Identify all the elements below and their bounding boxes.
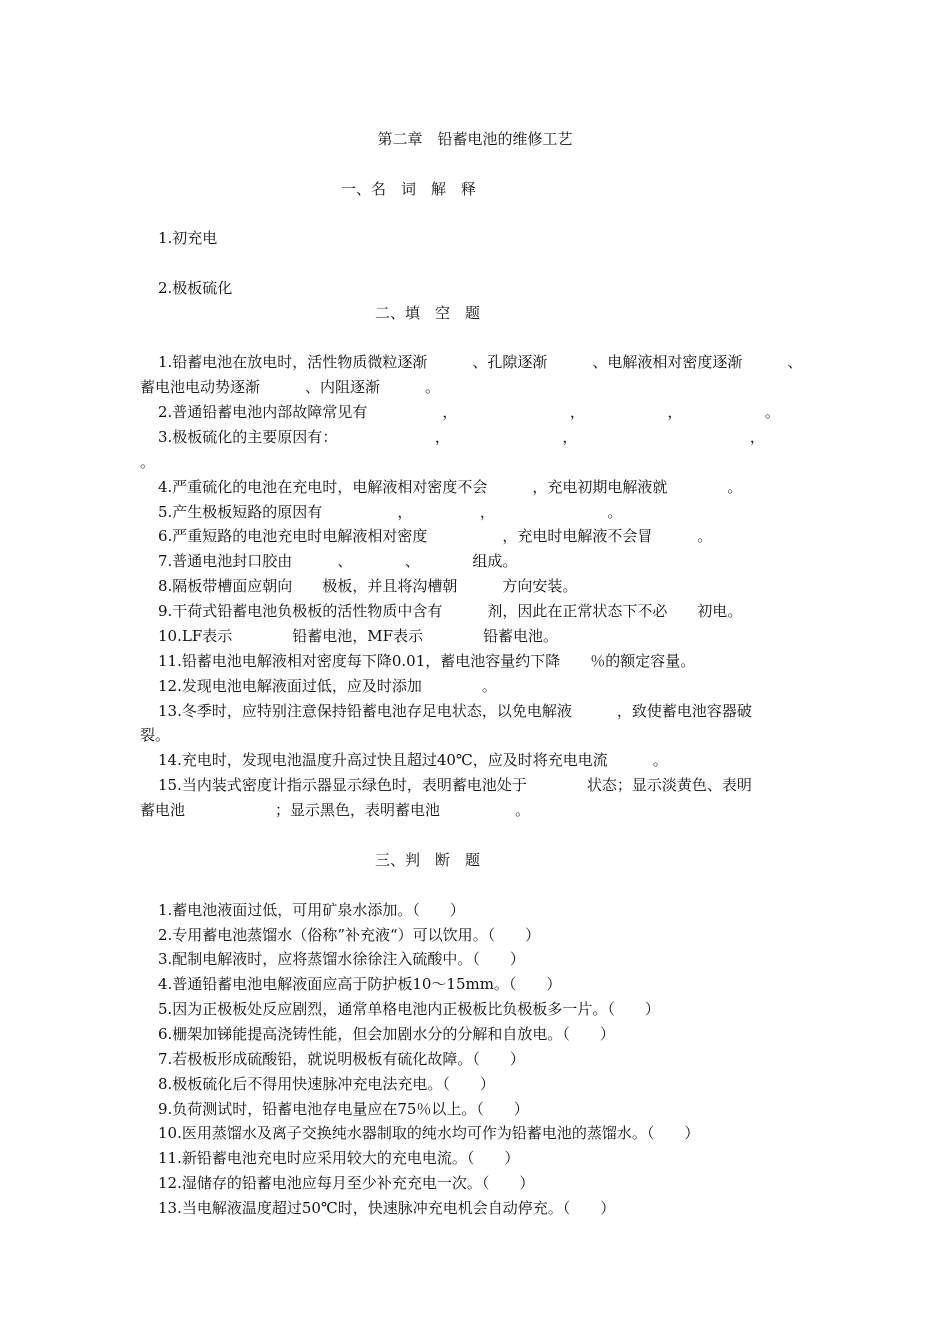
chapter-title: 第二章 铅蓄电池的维修工艺 [377, 130, 573, 148]
fill-question-13-cont: 裂。 [140, 726, 171, 744]
fill-question-1-cont: 蓄电池电动势逐渐 、内阻逐渐 。 [140, 378, 441, 396]
section-heading-terms: 一、名 词 解 释 [341, 180, 477, 198]
judge-item: 6.栅架加锑能提高浇铸性能，但会加剧水分的分解和自放电。（ ） [158, 1025, 615, 1043]
term-item: 2.极板硫化 [158, 279, 233, 297]
fill-question-8: 8.隔板带槽面应朝向 极板，并且将沟槽朝 方向安装。 [158, 577, 578, 595]
fill-question-13: 13.冬季时，应特别注意保持铅蓄电池存足电状态，以免电解液 ，致使蓄电池容器破 [158, 702, 752, 720]
fill-question-11: 11.铅蓄电池电解液相对密度每下降0.01，蓄电池容量约下降 ％的额定容量。 [158, 652, 696, 670]
judge-item: 2.专用蓄电池蒸馏水（俗称”补充液“）可以饮用。（ ） [158, 926, 541, 944]
fill-question-12: 12.发现电池电解液面过低，应及时添加 。 [158, 677, 497, 695]
judge-item: 7.若极板形成硫酸铅，就说明极板有硫化故障。（ ） [158, 1050, 525, 1068]
fill-question-6: 6.严重短路的电池充电时电解液相对密度 ，充电时电解液不会冒 。 [158, 527, 713, 545]
fill-question-10: 10.LF表示 铅蓄电池，MF表示 铅蓄电池。 [158, 627, 558, 645]
fill-question-7: 7.普通电池封口胶由 、 、 组成。 [158, 552, 518, 570]
fill-question-15: 15.当内装式密度计指示器显示绿色时，表明蓄电池处于 状态；显示淡黄色、表明 [158, 776, 752, 794]
fill-question-15-cont: 蓄电池 ；显示黑色，表明蓄电池 。 [140, 801, 531, 819]
fill-question-9: 9.干荷式铅蓄电池负极板的活性物质中含有 剂，因此在正常状态下不必 初电。 [158, 602, 743, 620]
section-heading-fill-blank: 二、填 空 题 [375, 304, 481, 322]
fill-question-3: 3.极板硫化的主要原因有： ， ， ， [158, 428, 765, 446]
judge-item: 5.因为正极板处反应剧烈，通常单格电池内正极板比负极板多一片。（ ） [158, 1000, 660, 1018]
judge-item: 13.当电解液温度超过50℃时，快速脉冲充电机会自动停充。（ ） [158, 1199, 616, 1217]
fill-question-1: 1.铅蓄电池在放电时，活性物质微粒逐渐 、孔隙逐渐 、电解液相对密度逐渐 、 [158, 353, 803, 371]
term-item: 1.初充电 [158, 229, 218, 247]
fill-question-3-cont: 。 [140, 453, 156, 471]
judge-item: 9.负荷测试时，铅蓄电池存电量应在75％以上。（ ） [158, 1100, 529, 1118]
fill-question-4: 4.严重硫化的电池在充电时，电解液相对密度不会 ，充电初期电解液就 。 [158, 478, 743, 496]
judge-item: 3.配制电解液时，应将蒸馏水徐徐注入硫酸中。（ ） [158, 950, 525, 968]
judge-item: 1.蓄电池液面过低，可用矿泉水添加。（ ） [158, 901, 465, 919]
section-heading-true-false: 三、判 断 题 [375, 851, 481, 869]
judge-item: 10.医用蒸馏水及离子交换纯水器制取的纯水均可作为铅蓄电池的蒸馏水。（ ） [158, 1124, 700, 1142]
judge-item: 12.湿储存的铅蓄电池应每月至少补充充电一次。（ ） [158, 1174, 535, 1192]
judge-item: 4.普通铅蓄电池电解液面应高于防护板10～15mm。（ ） [158, 975, 562, 993]
judge-item: 11.新铅蓄电池充电时应采用较大的充电电流。（ ） [158, 1149, 520, 1167]
fill-question-5: 5.产生极板短路的原因有 ， ， 。 [158, 503, 623, 521]
fill-question-14: 14.充电时，发现电池温度升高过快且超过40℃，应及时将充电电流 。 [158, 751, 668, 769]
fill-question-2: 2.普通铅蓄电池内部故障常见有 ， ， ， 。 [158, 403, 780, 421]
judge-item: 8.极板硫化后不得用快速脉冲充电法充电。（ ） [158, 1075, 495, 1093]
